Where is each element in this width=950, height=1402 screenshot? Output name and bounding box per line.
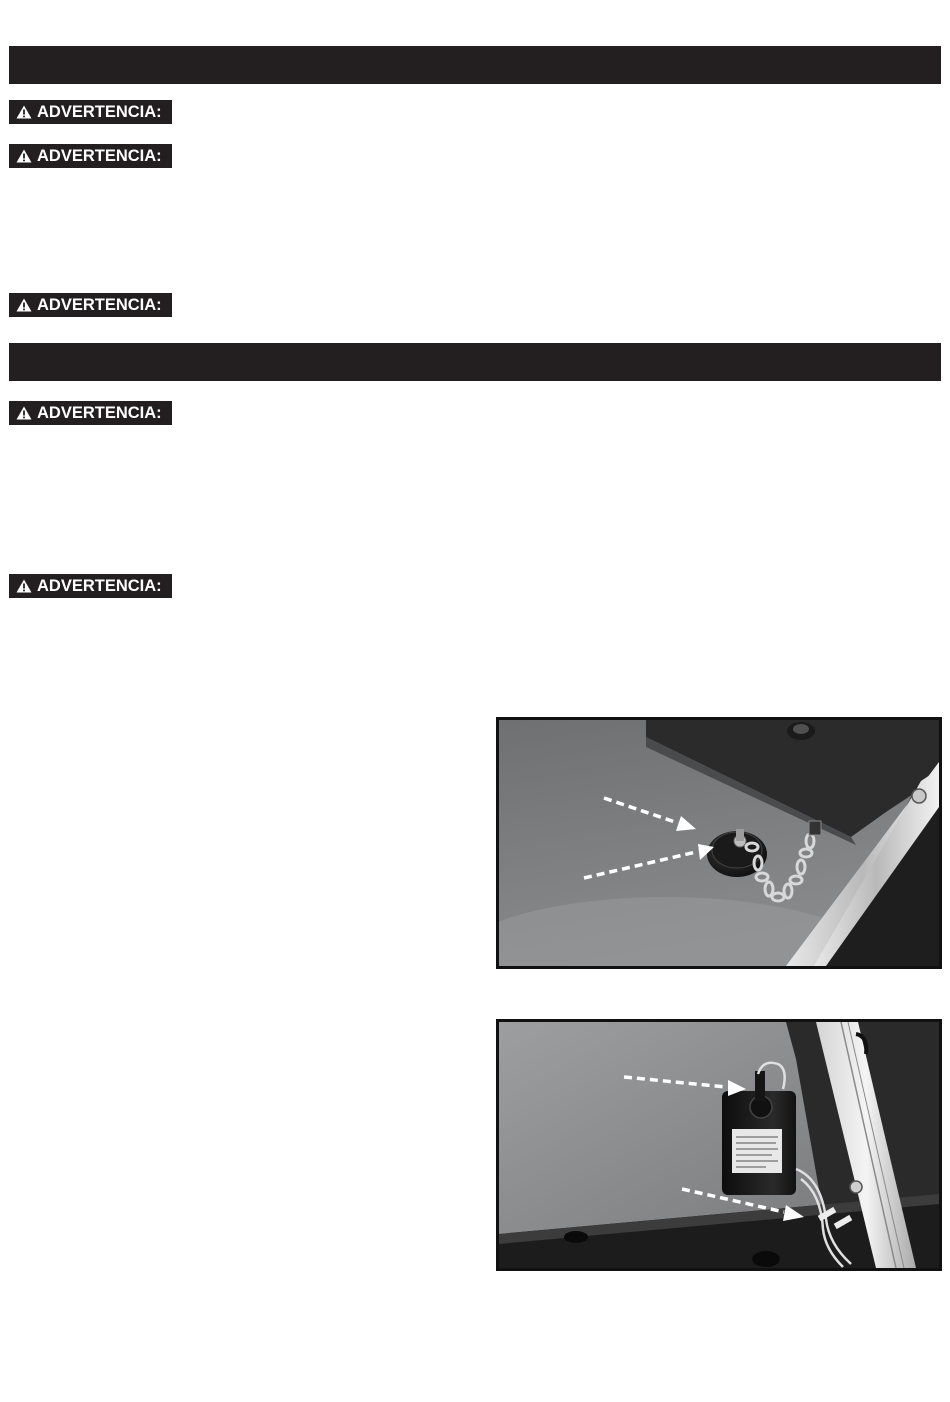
warning-badge-2 xyxy=(9,144,172,168)
section-header-bar-2 xyxy=(9,343,941,381)
warning-label: ADVERTENCIA: xyxy=(37,577,162,595)
warning-badge-5 xyxy=(9,574,172,598)
warning-triangle-icon xyxy=(16,105,32,119)
warning-badge-1 xyxy=(9,100,172,124)
warning-label: ADVERTENCIA: xyxy=(37,103,162,121)
warning-label: ADVERTENCIA: xyxy=(37,147,162,165)
warning-badge-3 xyxy=(9,293,172,317)
warning-label: ADVERTENCIA: xyxy=(37,404,162,422)
section-header-bar-1 xyxy=(9,46,941,84)
warning-triangle-icon xyxy=(16,579,32,593)
warning-triangle-icon xyxy=(16,149,32,163)
warning-label: ADVERTENCIA: xyxy=(37,296,162,314)
warning-badge-4 xyxy=(9,401,172,425)
figure-pump-photo xyxy=(496,1019,942,1271)
figure-drain-plug-photo xyxy=(496,717,942,969)
warning-triangle-icon xyxy=(16,298,32,312)
warning-triangle-icon xyxy=(16,406,32,420)
